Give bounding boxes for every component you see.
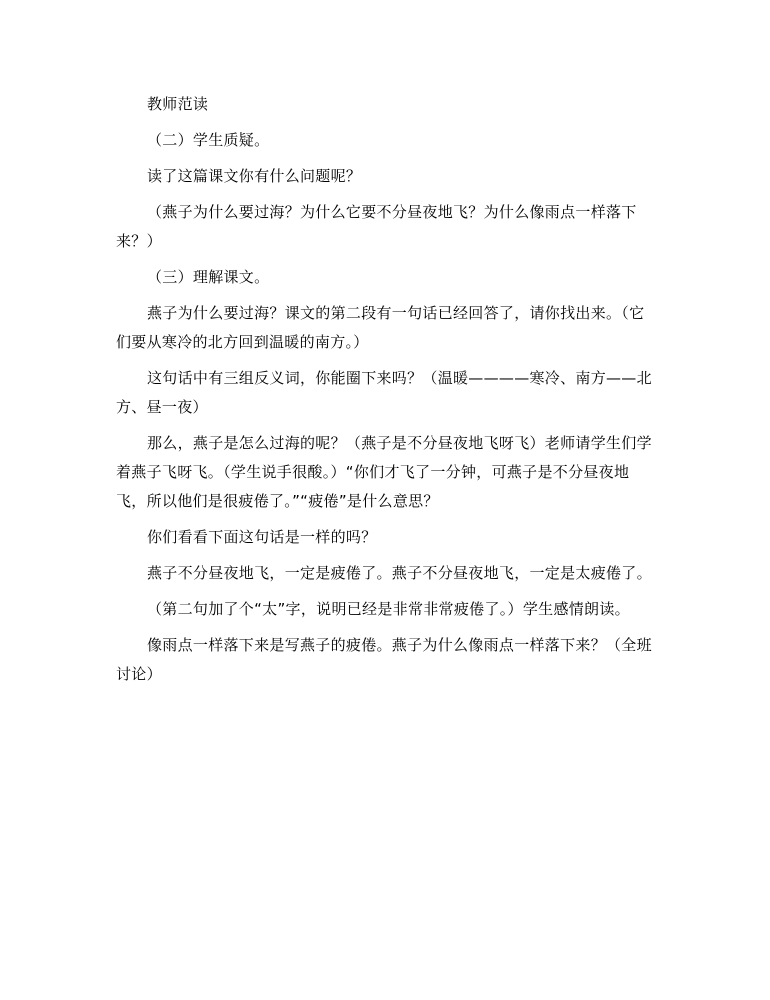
paragraph-section-three-heading: （三）理解课文。 xyxy=(147,268,270,286)
document-page xyxy=(116,90,656,696)
paragraph-why-cross-sea: 燕子为什么要过海？课文的第二段有一句话已经回答了，请你找出来。（它们要从寒冷的北方回到温暖的南方。） xyxy=(116,304,645,351)
paragraph-question-prompt: 读了这篇课文你有什么问题呢？ xyxy=(147,167,362,185)
paragraph-student-questions: （燕子为什么要过海？为什么它要不分昼夜地飞？为什么像雨点一样落下来？） xyxy=(116,203,637,250)
paragraph-how-cross-sea: 那么，燕子是怎么过海的呢？（燕子是不分昼夜地飞呀飞）老师请学生们学着燕子飞呀飞。（学生说手很酸。）“你们才飞了一分钟，可燕子是不分昼夜地飞，所以他们是很疲倦了。”“疲倦”是什么意思？ xyxy=(116,434,652,510)
paragraph-explanation: （第二句加了个“太”字，说明已经是非常非常疲倦了。）学生感情朗读。 xyxy=(147,600,630,618)
paragraph-compare-sentences: 燕子不分昼夜地飞，一定是疲倦了。燕子不分昼夜地飞，一定是太疲倦了。 xyxy=(147,564,652,582)
paragraph-antonyms: 这句话中有三组反义词，你能圈下来吗？（温暖————寒冷、南方——北方、昼一夜） xyxy=(116,369,652,416)
paragraph-teacher-reading: 教师范读 xyxy=(147,95,209,113)
paragraph-section-two-heading: （二）学生质疑。 xyxy=(147,131,270,149)
paragraph-raindrops: 像雨点一样落下来是写燕子的疲倦。燕子为什么像雨点一样落下来？（全班讨论） xyxy=(116,636,652,683)
paragraph-compare-prompt: 你们看看下面这句话是一样的吗？ xyxy=(147,528,377,546)
